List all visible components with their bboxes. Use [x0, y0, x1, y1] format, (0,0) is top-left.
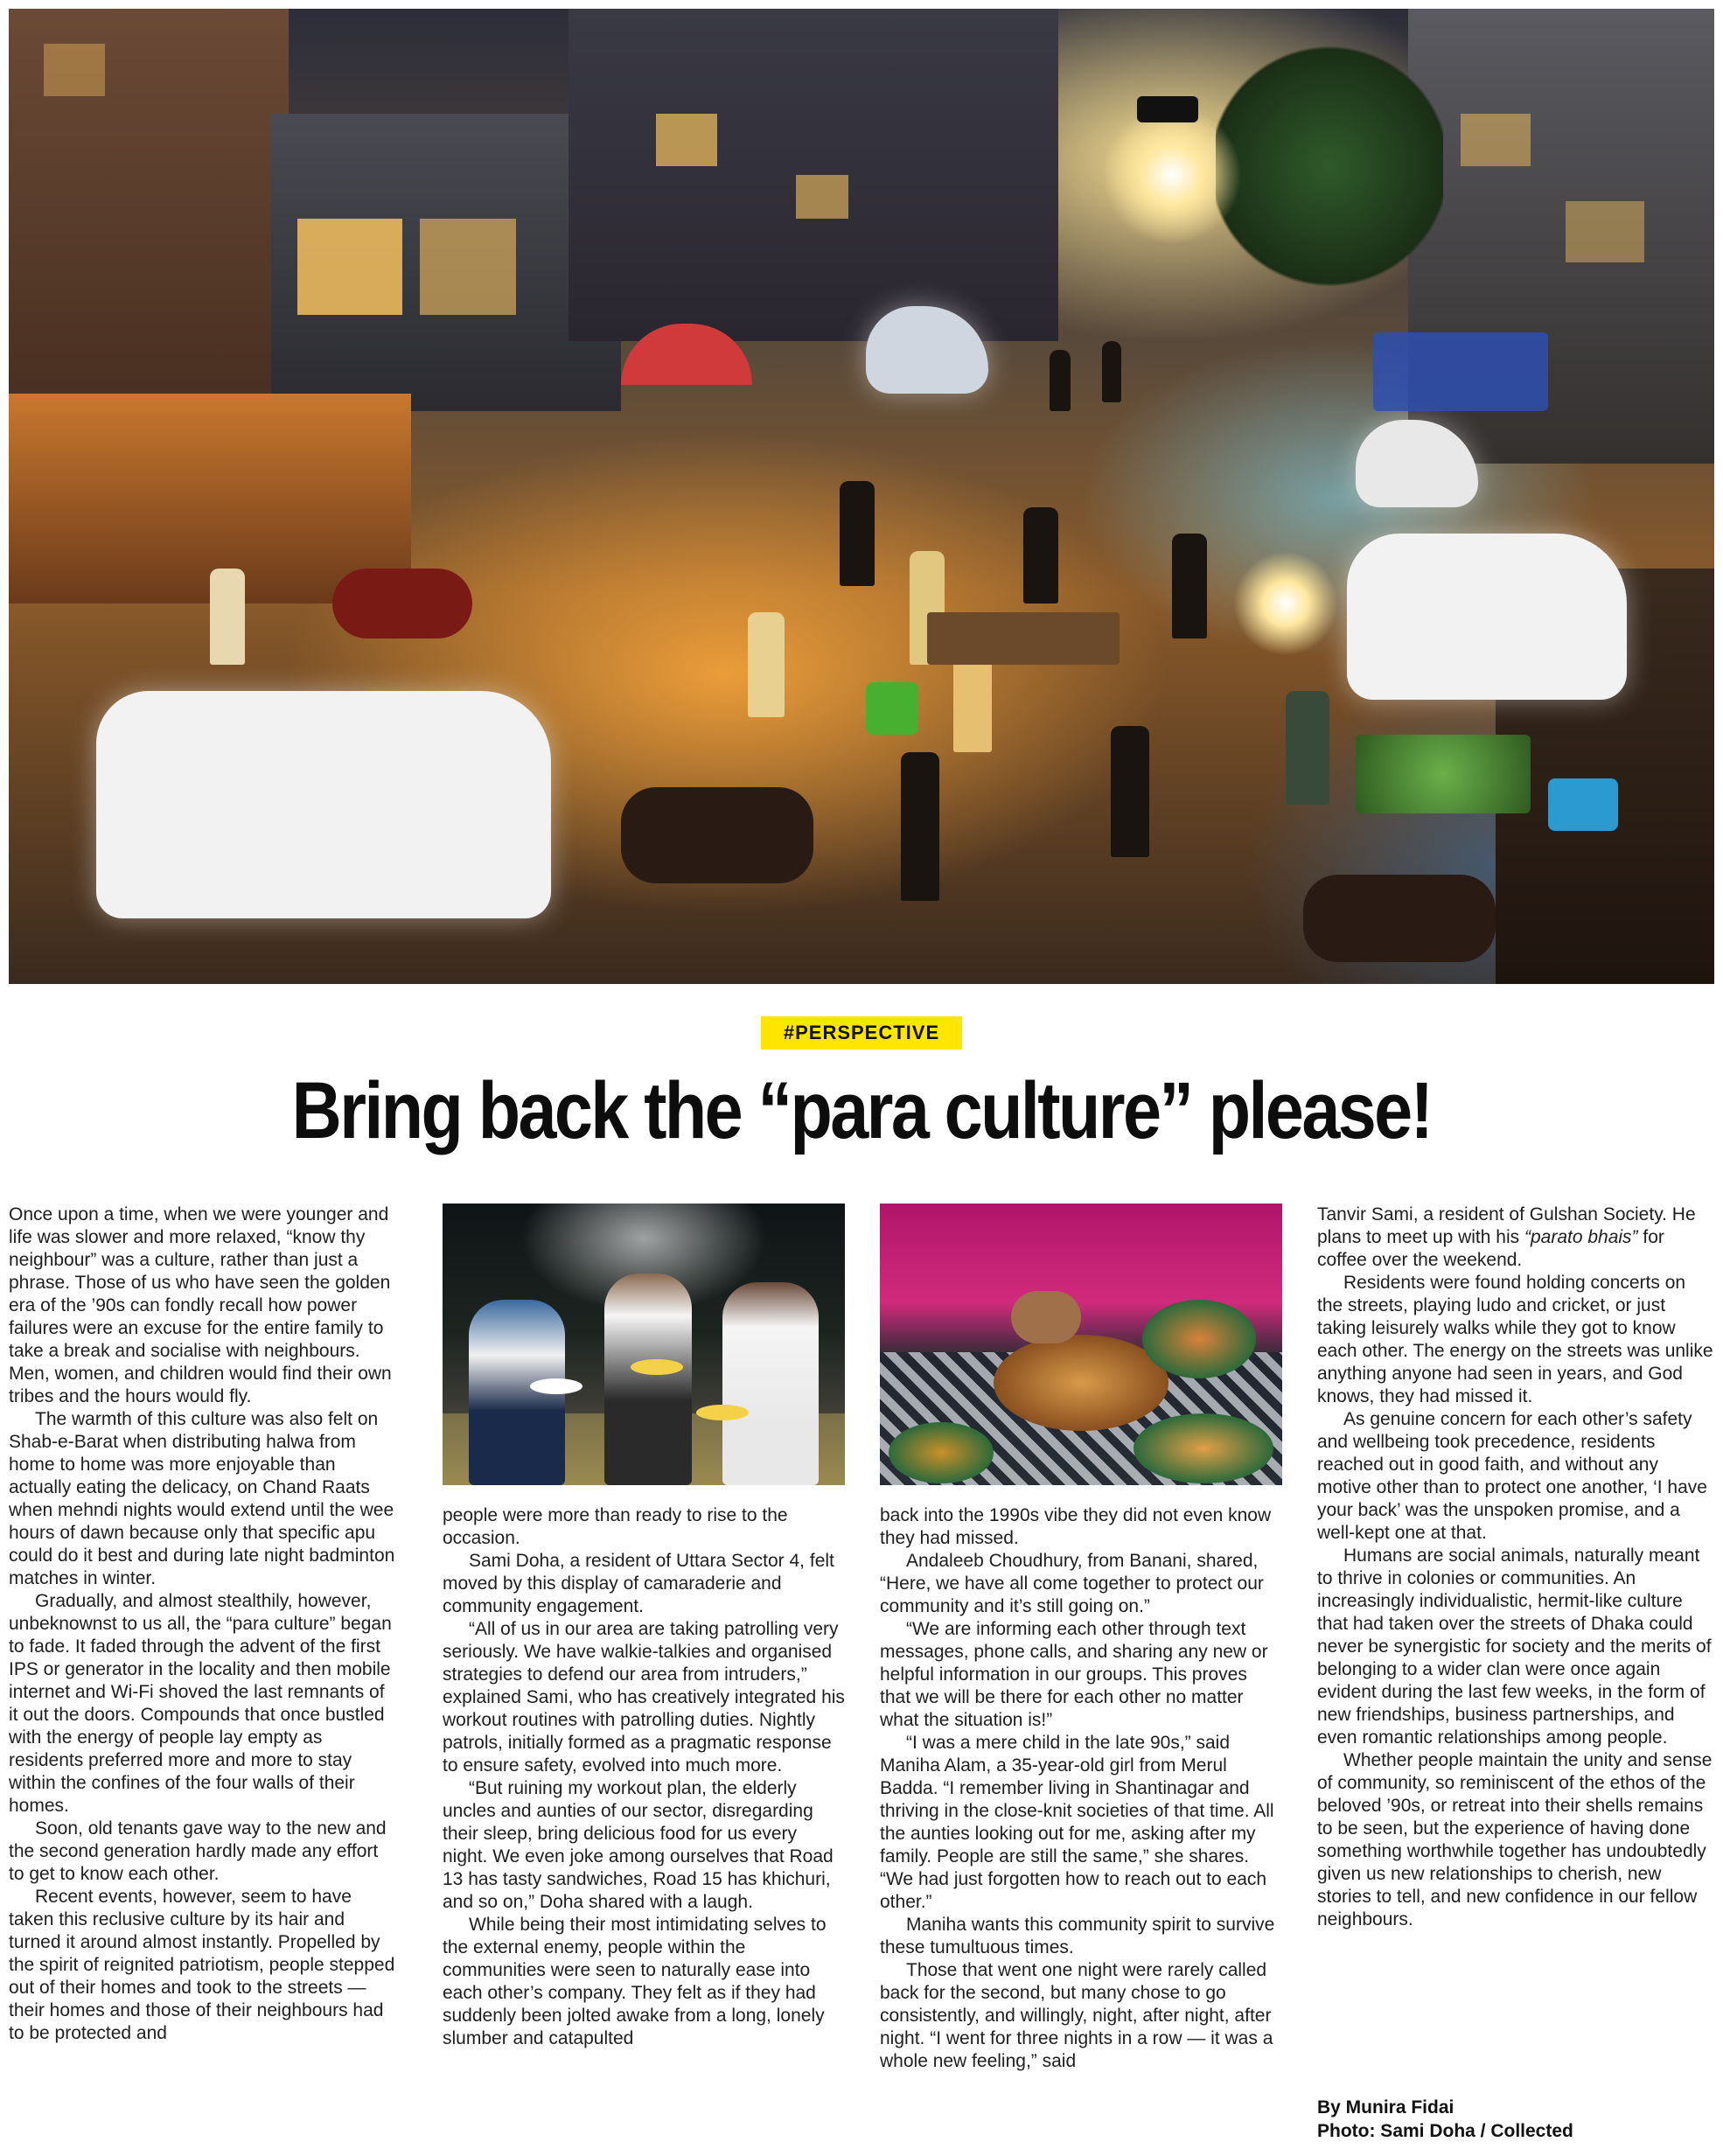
drone-icon [1137, 96, 1198, 122]
paragraph: back into the 1990s vibe they did not even know they had missed. [880, 1505, 1272, 1548]
paragraph: “I was a mere child in the late 90s,” said Maniha Alam, a 35-year-old girl from Merul Badda. “I remember living in Shantinagar and thriving in the close-knit societies of that time. All the aunties looking out for me, asking after my family. People are still the same,” she shares. “We had just forgotten how to reach out to each other.” [880, 1733, 1274, 1912]
street-light [1102, 105, 1242, 245]
street-light [1233, 551, 1338, 656]
photo-credit: Photo: Sami Doha / Collected [1317, 2121, 1573, 2141]
window [44, 44, 105, 96]
person [901, 752, 939, 901]
paragraph: Andaleeb Choudhury, from Banani, shared, “Here, we have all come together to protect our community and it’s still going on.” [880, 1551, 1264, 1616]
paragraph: people were more than ready to rise to the occasion. [443, 1505, 788, 1548]
section-tag-wrap [0, 1016, 1723, 1050]
window [796, 175, 848, 219]
section-tag: #PERSPECTIVE [761, 1016, 962, 1050]
food-plate [889, 1422, 994, 1483]
motorbike [1303, 875, 1496, 962]
text-run: Tanvir Sami, a resident of Gulshan Society. He plans to meet up with his [1317, 1204, 1696, 1247]
paragraph [1317, 1204, 1715, 1272]
food-plate [1142, 1300, 1256, 1378]
article-column-2 [443, 1504, 845, 2050]
person [722, 1282, 819, 1485]
tarp [1373, 332, 1548, 411]
paragraph: “But ruining my workout plan, the elderly uncles and aunties of our sector, disregarding their sleep, bring delicious food for us every night. We even joke among ourselves that Road 13 has tasty sandwiches, Road 15 has khichuri, and so on,” Doha shared with a laugh. [443, 1778, 834, 1912]
person [1286, 691, 1329, 805]
paragraph: “All of us in our area are taking patrolling very seriously. We have walkie-talkies and organised strategies to defend our area from intruders,” explained Sami, who has creatively integrated his workout routines with patrolling duties. Nightly patrols, initially formed as a pragmatic response to ensure safety, evolved into much more. [443, 1619, 845, 1776]
paragraph: Maniha wants this community spirit to survive these tumultuous times. [880, 1915, 1275, 1957]
vendor-stall [927, 612, 1120, 665]
person [1023, 507, 1058, 604]
trees [1216, 44, 1443, 289]
person [210, 569, 245, 665]
person [1111, 726, 1149, 857]
motorbike [621, 787, 813, 883]
paragraph: Once upon a time, when we were younger and life was slower and more relaxed, “know thy neighbour” was a culture, rather than just a phrase. Those of us who have seen the golden era of the ’90s can fondly recall how power failures were an excuse for the entire family to take a break and socialise with neighbours. Men, women, and children would find their own tribes and the hours would fly. [9, 1204, 392, 1406]
food-plate [1134, 1413, 1273, 1483]
buckets [1548, 778, 1618, 831]
text-run: for coffee over the weekend. [1317, 1227, 1664, 1270]
white-car-right [1347, 534, 1627, 700]
credits [1317, 2096, 1715, 2143]
motorbike [332, 569, 472, 638]
paragraph: Those that went one night were rarely called back for the second, but many chose to go consistently, and willingly, night, after night, after night. “I went for three nights in a row — it was a whole new feeling,” said [880, 1960, 1273, 2071]
paragraph: “We are informing each other through text messages, phone calls, and sharing any new or helpful information in our groups. This proves that we will be there for each other no matter what the situation is!” [880, 1619, 1268, 1730]
headline: Bring back the “para culture” please! [291, 1066, 1432, 1155]
person [1172, 534, 1207, 638]
plate [631, 1359, 683, 1375]
window [1566, 201, 1644, 262]
person [840, 481, 875, 586]
paragraph: While being their most intimidating selves to the external enemy, people within the communities were seen to naturally ease into each other’s company. They felt as if they had suddenly been jolted awake from a long, lonely slumber and catapulted [443, 1915, 827, 2048]
buckets [866, 682, 918, 735]
white-car-left [96, 691, 551, 918]
photo-patrol-volunteers [443, 1204, 845, 1485]
paragraph: Residents were found holding concerts on the streets, playing ludo and cricket, or just taking leisurely walks while they got to know each other. The energy on the streets was unlike anything anyone had seen in years, and God knows, they had missed it. [1317, 1273, 1713, 1406]
paragraph: The warmth of this culture was also felt on Shab-e-Barat when distributing halwa from home to home was more enjoyable than actually eating the delicacy, on Chand Raats when mehndi nights would extend until the wee hours of dawn because only that specific apu could do it best and during late night badminton matches in winter. [9, 1409, 395, 1588]
plate [696, 1405, 749, 1420]
article-column-4 [1317, 1204, 1715, 1931]
paragraph: Soon, old tenants gave way to the new and the second generation hardly made any effort to get to know each other. [9, 1818, 387, 1884]
person [1050, 350, 1071, 411]
paragraph: Recent events, however, seem to have taken this reclusive culture by its hair and turned it around almost instantly. Propelled by the spirit of reignited patriotism, people stepped out of their homes and took to the streets — their homes and those of their neighbours had to be protected and [9, 1887, 395, 2043]
hand [1011, 1291, 1081, 1343]
paragraph: As genuine concern for each other’s safety and wellbeing took precedence, residents reached out in good faith, and without any motive other than to protect one another, ‘I have your back’ was the unspoken promise, and a well-kept one at that. [1317, 1409, 1707, 1543]
food-plate [994, 1335, 1168, 1431]
person [604, 1273, 692, 1485]
article-column-3 [880, 1504, 1282, 2073]
paragraph: Humans are social animals, naturally meant to thrive in colonies or communities. An increasingly individualistic, hermit-like culture that had taken over the streets of Dhaka could never be synergistic for society and the merits of belonging to a wider clan were once again evident during the last few weeks, in the form of new friendships, business partnerships, and even romantic relationships among people. [1317, 1545, 1712, 1748]
article-column-1 [9, 1204, 398, 2045]
photo-food-spread [880, 1204, 1282, 1485]
window [297, 219, 402, 315]
paragraph: Whether people maintain the unity and sense of community, so reminiscent of the ethos of the beloved ’90s, or retreat into their shells remains to be seen, but the experience of having done something worthwhile together has undoubtedly given us new relationships to cherish, new stories to tell, and new confidence in our fellow neighbours. [1317, 1750, 1713, 1929]
vegetable-stall [1356, 735, 1531, 813]
person [748, 612, 785, 717]
window [1461, 114, 1531, 166]
window [420, 219, 516, 315]
italic-phrase: “parato bhais” [1524, 1227, 1638, 1247]
byline: By Munira Fidai [1317, 2097, 1454, 2118]
window [656, 114, 717, 166]
paragraph: Gradually, and almost stealthily, however, unbeknownst to us all, the “para culture” began to fade. It faded through the advent of the first IPS or generator in the locality and then mobile internet and Wi-Fi shoved the last remnants of it out the doors. Compounds that once bustled with the energy of people lay empty as residents preferred more and more to stay within the confines of the four walls of their homes. [9, 1591, 392, 1816]
person [1102, 341, 1121, 402]
paragraph: Sami Doha, a resident of Uttara Sector 4, felt moved by this display of camaraderie and community engagement. [443, 1551, 834, 1616]
hero-illustration [9, 9, 1714, 984]
plate [530, 1378, 582, 1394]
